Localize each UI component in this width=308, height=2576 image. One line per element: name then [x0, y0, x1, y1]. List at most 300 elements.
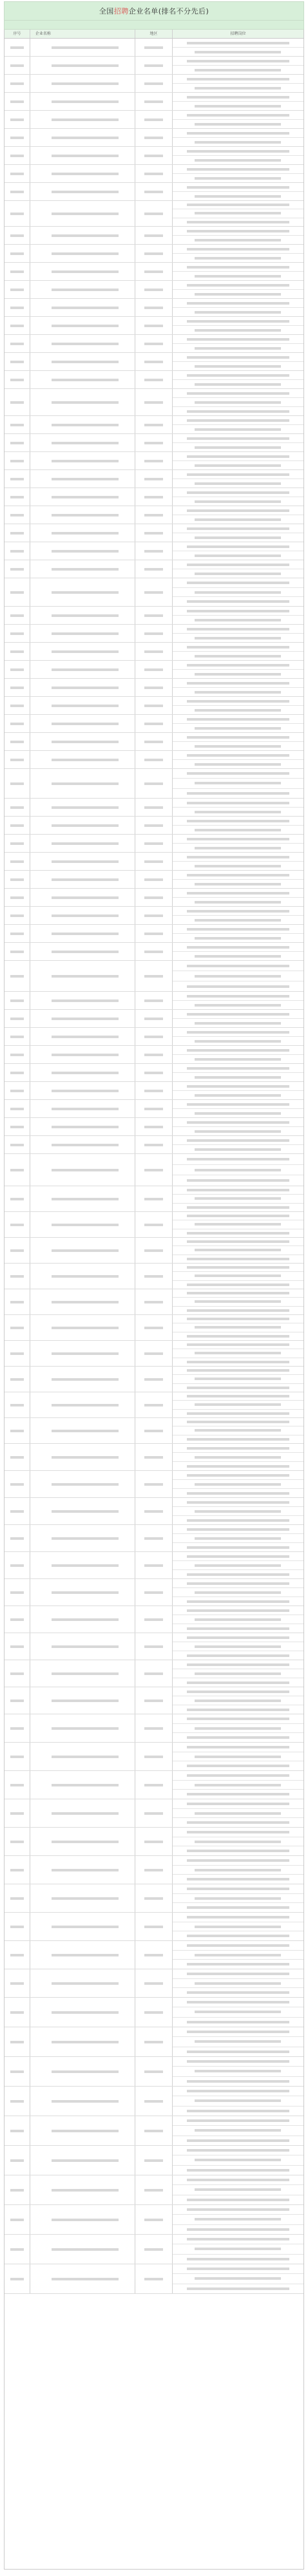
position-line [173, 156, 303, 164]
row-region-placeholder [144, 914, 164, 917]
table-body [5, 39, 303, 2294]
position-line [173, 1846, 303, 1855]
position-line [173, 1212, 303, 1220]
row-company-cell [30, 416, 135, 433]
row-region-cell [135, 733, 173, 750]
position-line [173, 1384, 303, 1392]
row-region-placeholder [144, 650, 164, 653]
row-region-placeholder [144, 1018, 164, 1020]
position-placeholder [195, 123, 281, 126]
position-placeholder [187, 1501, 289, 1504]
position-line [173, 138, 303, 146]
position-line [173, 2244, 303, 2254]
row-region-cell [135, 389, 173, 415]
position-placeholder [195, 1456, 281, 1459]
position-line [173, 2018, 303, 2027]
position-line [173, 751, 303, 760]
table-row [5, 2057, 303, 2087]
table-row [5, 679, 303, 697]
row-region-cell [135, 1341, 173, 1366]
position-placeholder [195, 901, 281, 904]
row-positions-lines [173, 1552, 303, 1578]
position-line [173, 1444, 303, 1453]
row-region-cell [135, 769, 173, 798]
row-region-cell [135, 1969, 173, 1997]
row-region-cell [135, 679, 173, 696]
position-line [173, 724, 303, 732]
row-region-placeholder [144, 741, 164, 743]
row-positions-lines [173, 560, 303, 578]
row-index-cell [5, 39, 30, 56]
position-placeholder [187, 2258, 289, 2260]
row-company-cell [30, 353, 135, 370]
row-positions-lines [173, 961, 303, 991]
row-company-placeholder [52, 1430, 119, 1432]
position-line [173, 1516, 303, 1524]
table-row [5, 488, 303, 506]
table-row [5, 835, 303, 853]
row-positions-lines [173, 1799, 303, 1827]
position-placeholder [195, 763, 281, 766]
position-placeholder [195, 1591, 281, 1594]
position-placeholder [195, 51, 281, 53]
position-line [173, 93, 303, 102]
position-line [173, 2225, 303, 2234]
position-line [173, 84, 303, 92]
position-placeholder [187, 874, 289, 876]
row-region-cell [135, 1315, 173, 1340]
row-region-placeholder [144, 46, 164, 49]
position-line [173, 1687, 303, 1696]
table-row [5, 1687, 303, 1714]
position-line [173, 398, 303, 407]
position-line [173, 1315, 303, 1323]
row-positions-lines [173, 1118, 303, 1135]
row-region-cell [135, 434, 173, 451]
row-positions-cell [173, 1714, 303, 1742]
row-company-placeholder [52, 213, 119, 215]
row-positions-lines [173, 542, 303, 560]
position-line [173, 733, 303, 742]
position-line [173, 2215, 303, 2224]
row-region-placeholder [144, 1144, 164, 1146]
row-index-cell [5, 2235, 30, 2264]
position-placeholder [195, 1040, 281, 1043]
position-placeholder [195, 195, 281, 198]
position-line [173, 1642, 303, 1651]
position-line [173, 569, 303, 578]
row-company-placeholder [52, 191, 119, 193]
row-region-cell [135, 470, 173, 488]
position-placeholder [195, 87, 281, 90]
row-region-cell [135, 1687, 173, 1714]
row-positions-cell [173, 281, 303, 298]
row-positions-cell [173, 165, 303, 182]
position-line [173, 779, 303, 788]
position-placeholder [195, 591, 281, 594]
row-company-placeholder [52, 379, 119, 381]
position-placeholder [195, 1954, 281, 1956]
table-row [5, 506, 303, 524]
row-positions-lines [173, 1238, 303, 1263]
row-index-cell [5, 661, 30, 678]
table-row [5, 1884, 303, 1913]
position-line [173, 625, 303, 634]
position-placeholder [187, 838, 289, 840]
row-company-cell [30, 769, 135, 798]
row-company-placeholder [52, 64, 119, 67]
row-region-placeholder [144, 1591, 164, 1594]
row-region-cell [135, 2205, 173, 2234]
position-line [173, 643, 303, 652]
row-company-cell [30, 201, 135, 226]
table-row [5, 1498, 303, 1525]
row-positions-cell [173, 2235, 303, 2264]
row-index-placeholder [10, 118, 23, 121]
position-placeholder [187, 1944, 289, 1947]
position-line [173, 853, 303, 862]
row-company-placeholder [52, 137, 119, 139]
row-region-cell [135, 1100, 173, 1117]
position-line [173, 952, 303, 960]
row-region-cell [135, 751, 173, 768]
table-row [5, 1392, 303, 1418]
position-line [173, 1471, 303, 1480]
row-index-placeholder [10, 1198, 23, 1200]
position-line [173, 826, 303, 834]
row-company-placeholder [52, 118, 119, 121]
position-placeholder [187, 1189, 289, 1191]
position-placeholder [195, 69, 281, 71]
row-index-cell [5, 961, 30, 991]
position-line [173, 769, 303, 779]
position-line [173, 1220, 303, 1229]
row-region-cell [135, 2116, 173, 2145]
row-index-cell [5, 1315, 30, 1340]
position-placeholder [187, 96, 289, 99]
position-placeholder [187, 509, 289, 512]
position-line [173, 2077, 303, 2086]
row-region-cell [135, 299, 173, 316]
position-line [173, 2155, 303, 2165]
row-index-cell [5, 488, 30, 506]
row-company-cell [30, 1884, 135, 1912]
row-positions-cell [173, 1315, 303, 1340]
table-row [5, 2146, 303, 2175]
row-index-cell [5, 165, 30, 182]
row-positions-lines [173, 183, 303, 200]
position-placeholder [187, 1492, 289, 1495]
row-positions-lines [173, 111, 303, 128]
row-company-placeholder [52, 1018, 119, 1020]
row-index-cell [5, 1606, 30, 1633]
row-index-placeholder [10, 289, 23, 291]
row-index-cell [5, 1660, 30, 1687]
row-index-cell [5, 560, 30, 578]
position-line [173, 1055, 303, 1063]
row-index-cell [5, 992, 30, 1009]
table-row [5, 1315, 303, 1341]
row-region-placeholder [144, 1275, 164, 1278]
table-row [5, 1714, 303, 1743]
position-placeholder [187, 2208, 289, 2211]
row-positions-lines [173, 416, 303, 433]
row-positions-cell [173, 661, 303, 678]
row-company-placeholder [52, 933, 119, 935]
row-index-placeholder [10, 1072, 23, 1074]
position-line [173, 1100, 303, 1109]
row-positions-cell [173, 1212, 303, 1237]
row-positions-cell [173, 1392, 303, 1417]
row-index-placeholder [10, 1982, 23, 1985]
row-index-placeholder [10, 2070, 23, 2073]
row-positions-cell [173, 943, 303, 960]
row-region-cell [135, 75, 173, 92]
position-placeholder [187, 1690, 289, 1693]
table-row [5, 335, 303, 353]
table-row [5, 299, 303, 317]
position-line [173, 1781, 303, 1790]
position-placeholder [195, 1727, 281, 1730]
row-company-cell [30, 1082, 135, 1099]
row-region-cell [135, 1444, 173, 1470]
row-company-cell [30, 799, 135, 816]
table-row [5, 992, 303, 1010]
table-row [5, 1100, 303, 1118]
row-company-cell [30, 2116, 135, 2145]
position-line [173, 661, 303, 670]
row-positions-lines [173, 299, 303, 316]
row-company-placeholder [52, 1954, 119, 1956]
row-company-placeholder [52, 705, 119, 707]
row-region-placeholder [144, 1756, 164, 1758]
table-row [5, 1856, 303, 1884]
row-index-cell [5, 1714, 30, 1742]
row-index-placeholder [10, 234, 23, 237]
table-row [5, 625, 303, 643]
table-row [5, 2175, 303, 2205]
row-region-placeholder [144, 2041, 164, 2043]
row-company-cell [30, 1998, 135, 2027]
row-company-placeholder [52, 1812, 119, 1815]
row-company-placeholder [52, 759, 119, 761]
row-positions-lines [173, 1687, 303, 1714]
position-placeholder [187, 995, 289, 998]
row-positions-cell [173, 1028, 303, 1045]
row-index-placeholder [10, 213, 23, 215]
row-region-placeholder [144, 1036, 164, 1038]
row-positions-lines [173, 470, 303, 488]
row-index-placeholder [10, 270, 23, 273]
row-positions-cell [173, 129, 303, 146]
table-row [5, 889, 303, 907]
row-positions-lines [173, 769, 303, 798]
position-placeholder [187, 1232, 289, 1235]
row-index-placeholder [10, 999, 23, 1002]
row-region-cell [135, 1525, 173, 1551]
position-line [173, 2195, 303, 2204]
row-region-cell [135, 147, 173, 164]
title-prefix: 全国 [99, 7, 114, 15]
position-line [173, 1046, 303, 1055]
row-company-cell [30, 1264, 135, 1289]
row-positions-cell [173, 39, 303, 56]
position-placeholder [195, 691, 281, 694]
position-line [173, 1175, 303, 1186]
position-placeholder [195, 919, 281, 922]
position-placeholder [195, 811, 281, 813]
row-positions-lines [173, 733, 303, 750]
row-region-cell [135, 1418, 173, 1443]
row-region-placeholder [144, 1378, 164, 1381]
row-positions-lines [173, 1714, 303, 1742]
row-company-cell [30, 853, 135, 870]
position-placeholder [195, 177, 281, 180]
row-region-placeholder [144, 1169, 164, 1171]
position-line [173, 2175, 303, 2185]
row-positions-lines [173, 2087, 303, 2116]
row-positions-cell [173, 961, 303, 991]
position-placeholder [195, 2277, 281, 2280]
row-company-cell [30, 93, 135, 110]
row-positions-cell [173, 1969, 303, 1997]
row-index-cell [5, 281, 30, 298]
row-region-placeholder [144, 514, 164, 516]
row-company-placeholder [52, 860, 119, 863]
row-positions-cell [173, 1238, 303, 1263]
position-placeholder [187, 628, 289, 630]
row-positions-lines [173, 1771, 303, 1799]
row-region-cell [135, 1289, 173, 1314]
row-region-placeholder [144, 100, 164, 103]
row-positions-lines [173, 1828, 303, 1855]
position-placeholder [187, 2060, 289, 2063]
row-company-placeholder [52, 1645, 119, 1648]
row-region-placeholder [144, 550, 164, 553]
row-region-cell [135, 1828, 173, 1855]
row-region-placeholder [144, 878, 164, 881]
position-line [173, 1660, 303, 1669]
row-company-placeholder [52, 550, 119, 553]
row-company-placeholder [52, 532, 119, 535]
row-index-cell [5, 129, 30, 146]
row-region-placeholder [144, 999, 164, 1002]
row-company-placeholder [52, 1275, 119, 1278]
position-line [173, 1606, 303, 1615]
position-line [173, 1323, 303, 1332]
row-region-cell [135, 1064, 173, 1081]
position-line [173, 934, 303, 942]
row-region-cell [135, 1154, 173, 1186]
row-region-placeholder [144, 1841, 164, 1843]
row-region-cell [135, 1238, 173, 1263]
position-line [173, 227, 303, 236]
position-placeholder [195, 1326, 281, 1329]
position-placeholder [187, 1240, 289, 1243]
position-line [173, 1988, 303, 1997]
position-line [173, 470, 303, 479]
position-line [173, 344, 303, 352]
row-index-placeholder [10, 191, 23, 193]
row-region-cell [135, 1118, 173, 1135]
table-row [5, 560, 303, 578]
position-placeholder [187, 1663, 289, 1666]
position-line [173, 1462, 303, 1470]
row-positions-lines [173, 1633, 303, 1660]
table-row [5, 2027, 303, 2057]
position-placeholder [187, 1573, 289, 1576]
row-positions-lines [173, 165, 303, 182]
position-placeholder [187, 1438, 289, 1441]
position-placeholder [187, 2001, 289, 2003]
row-company-placeholder [52, 782, 119, 785]
position-placeholder [187, 1395, 289, 1397]
position-line [173, 236, 303, 244]
row-index-placeholder [10, 914, 23, 917]
row-index-cell [5, 111, 30, 128]
position-placeholder [195, 293, 281, 296]
row-region-cell [135, 961, 173, 991]
row-region-placeholder [144, 1618, 164, 1621]
position-placeholder [187, 792, 289, 795]
table-row [5, 389, 303, 416]
position-line [173, 2274, 303, 2284]
position-line [173, 263, 303, 272]
row-company-placeholder [52, 687, 119, 689]
row-region-cell [135, 39, 173, 56]
company-table [4, 30, 304, 2570]
position-line [173, 1145, 303, 1153]
position-placeholder [187, 1636, 289, 1639]
row-positions-cell [173, 1884, 303, 1912]
position-line [173, 981, 303, 991]
row-region-placeholder [144, 591, 164, 594]
row-company-placeholder [52, 1404, 119, 1406]
row-positions-cell [173, 799, 303, 816]
row-index-placeholder [10, 705, 23, 707]
row-company-placeholder [52, 401, 119, 404]
position-placeholder [195, 383, 281, 386]
row-index-placeholder [10, 1327, 23, 1329]
row-positions-lines [173, 353, 303, 370]
row-positions-cell [173, 607, 303, 624]
position-line [173, 380, 303, 388]
row-index-placeholder [10, 1456, 23, 1459]
table-row [5, 1154, 303, 1186]
position-line [173, 443, 303, 451]
row-company-cell [30, 1498, 135, 1524]
position-placeholder [195, 1112, 281, 1115]
position-line [173, 1341, 303, 1349]
row-company-placeholder [52, 1926, 119, 1928]
position-line [173, 1091, 303, 1099]
table-row [5, 1828, 303, 1856]
row-company-cell [30, 835, 135, 852]
row-index-placeholder [10, 1430, 23, 1432]
position-line [173, 1951, 303, 1960]
table-row [5, 799, 303, 817]
position-placeholder [195, 727, 281, 730]
row-region-cell [135, 1606, 173, 1633]
position-placeholder [187, 985, 289, 988]
table-row [5, 769, 303, 799]
row-index-cell [5, 715, 30, 732]
row-positions-cell [173, 2146, 303, 2175]
row-positions-lines [173, 925, 303, 942]
row-company-placeholder [52, 1249, 119, 1252]
position-placeholder [187, 2050, 289, 2053]
row-index-placeholder [10, 723, 23, 725]
